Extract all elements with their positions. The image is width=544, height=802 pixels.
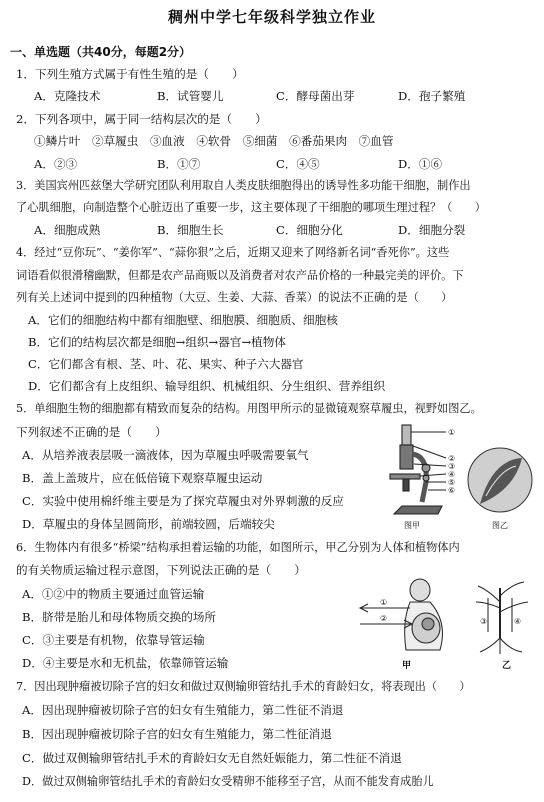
pregnancy-mark-1: ① (380, 598, 388, 607)
figure-jia-caption: 图甲 (404, 521, 420, 530)
plant-mark-3: ③ (480, 617, 488, 626)
figure-yi-label: 乙 (502, 661, 512, 671)
q2-stem: 2．下列各项中，属于同一结构层次的是（ ） (16, 112, 267, 126)
q3-option-a: A．细胞成熟 (34, 223, 101, 237)
q1-option-d: D．孢子繁殖 (398, 89, 466, 103)
q6-option-d: D．④主要是水和无机盐，依靠筛管运输 (22, 656, 229, 670)
q6-figures (350, 572, 542, 672)
q4-option-d: D．它们都含有上皮组织、输导组织、机械组织、分生组织、营养组织 (28, 379, 386, 393)
q1-option-b: B．试管婴儿 (157, 89, 224, 103)
q4-stem-line-3: 列有关上述词中提到的四种植物（大豆、生姜、大蒜、香菜）的说法不正确的是（ ） (16, 291, 453, 304)
q3-option-b: B．细胞生长 (157, 223, 224, 237)
q3-stem-line-1: 3．美国宾州匹兹堡大学研究团队利用取自人类皮肤细胞得出的诱导性多功能干细胞，制作出 (16, 179, 471, 192)
q4-option-a: A．它们的细胞结构中都有细胞壁、细胞膜、细胞质、细胞核 (28, 313, 338, 327)
q7-option-b: B．因出现肿瘤被切除子宫的妇女有生殖能力，第二性征消退 (22, 727, 332, 741)
q4-option-c: C．它们都含有根、茎、叶、花、果实、种子六大器官 (28, 357, 304, 371)
microscope-mark-4: ④ (448, 470, 456, 479)
q5-figures (376, 420, 542, 532)
q5-option-b: B．盖上盖玻片，应在低倍镜下观察草履虫运动 (22, 471, 263, 485)
q5-option-c: C．实验中使用棉纤维主要是为了探究草履虫对外界刺激的反应 (22, 494, 344, 508)
q7-option-c: C．做过双侧输卵管结扎手术的育龄妇女无自然妊娠能力，第二性征不消退 (22, 751, 402, 765)
q2-option-a: A．②③ (34, 157, 78, 171)
q5-option-a: A．从培养液表层吸一滴液体，因为草履虫呼吸需要氧气 (22, 448, 309, 462)
microscope-mark-6: ⑥ (448, 486, 456, 495)
plant-mark-4: ④ (514, 617, 522, 626)
microscope-figure (390, 425, 455, 514)
microscope-mark-3: ③ (448, 462, 456, 471)
q1-option-a: A．克隆技术 (34, 89, 101, 103)
q6-option-c: C．③主要是有机物，依靠导管运输 (22, 633, 205, 647)
q6-stem-line-2: 的有关物质运输过程示意图，下列说法正确的是（ ） (16, 563, 306, 577)
q3-option-d: D．细胞分裂 (398, 223, 466, 237)
q6-stem-line-1: 6．生物体内有很多“桥梁”结构承担着运输的功能，如图所示，甲乙分别为人体和植物体内 (16, 541, 460, 554)
q5-stem-line-2: 下列叙述不正确的是（ ） (16, 425, 167, 439)
plant-figure (476, 582, 528, 654)
q5-stem-line-1: 5．单细胞生物的细胞都有精致而复杂的结构。用图甲所示的显微镜观察草履虫，视野如图乙。 (16, 402, 482, 415)
pregnancy-mark-2: ② (380, 614, 388, 623)
q2-option-d: D．①⑥ (398, 157, 443, 171)
q6-option-b: B．脐带是胎儿和母体物质交换的场所 (22, 610, 217, 624)
q7-stem: 7．因出现肿瘤被切除子宫的妇女和做过双侧输卵管结扎手术的育龄妇女，将表现出（ ） (16, 680, 471, 693)
q4-option-b: B．它们的结构层次都是细胞→组织→器官→植物体 (28, 335, 286, 349)
q6-option-a: A．①②中的物质主要通过血管运输 (22, 587, 205, 601)
q2-items: ①鳞片叶 ②草履虫 ③血液 ④软骨 ⑤细菌 ⑥番茄果肉 ⑦血管 (34, 134, 394, 148)
microscope-mark-2: ② (448, 454, 456, 463)
q2-option-b: B．①⑦ (157, 157, 201, 171)
q3-option-c: C．细胞分化 (276, 223, 343, 237)
pregnancy-figure (360, 579, 442, 650)
section-heading: 一、单选题（共40分，每题2分） (10, 45, 192, 59)
q7-option-d: D．做过双侧输卵管结扎手术的育龄妇女受精卵不能移至子宫，从而不能发育成胎儿 (22, 775, 434, 788)
q4-stem-line-2: 词语看似很滑稽幽默，但都是农产品商贩以及消费者对农产品价格的一种最完美的评价。下 (16, 269, 464, 282)
q1-stem: 1．下列生殖方式属于有性生殖的是（ ） (16, 67, 244, 81)
q3-stem-line-2: 了心肌细胞，向制造整个心脏迈出了重要一步，这主要体现了干细胞的哪项生理过程？（ ） (16, 201, 486, 214)
q7-option-a: A．因出现肿瘤被切除子宫的妇女有生殖能力，第二性征不消退 (22, 703, 344, 717)
q5-option-d: D．草履虫的身体呈圆筒形，前端较圆，后端较尖 (22, 517, 275, 531)
page-title: 稠州中学七年级科学独立作业 (167, 8, 376, 26)
paramecium-view-figure (468, 448, 532, 512)
q2-option-c: C．④⑤ (276, 157, 320, 171)
microscope-mark-5: ⑤ (448, 478, 456, 487)
q1-option-c: C．酵母菌出芽 (276, 89, 355, 103)
figure-jia-label: 甲 (402, 661, 412, 671)
figure-yi-caption: 图乙 (492, 521, 508, 530)
microscope-mark-1: ① (448, 428, 456, 437)
q4-stem-line-1: 4．经过“豆你玩”、“姜你军”、“蒜你狠”之后，近期又迎来了网络新名词“香死你”。这些 (16, 246, 450, 259)
